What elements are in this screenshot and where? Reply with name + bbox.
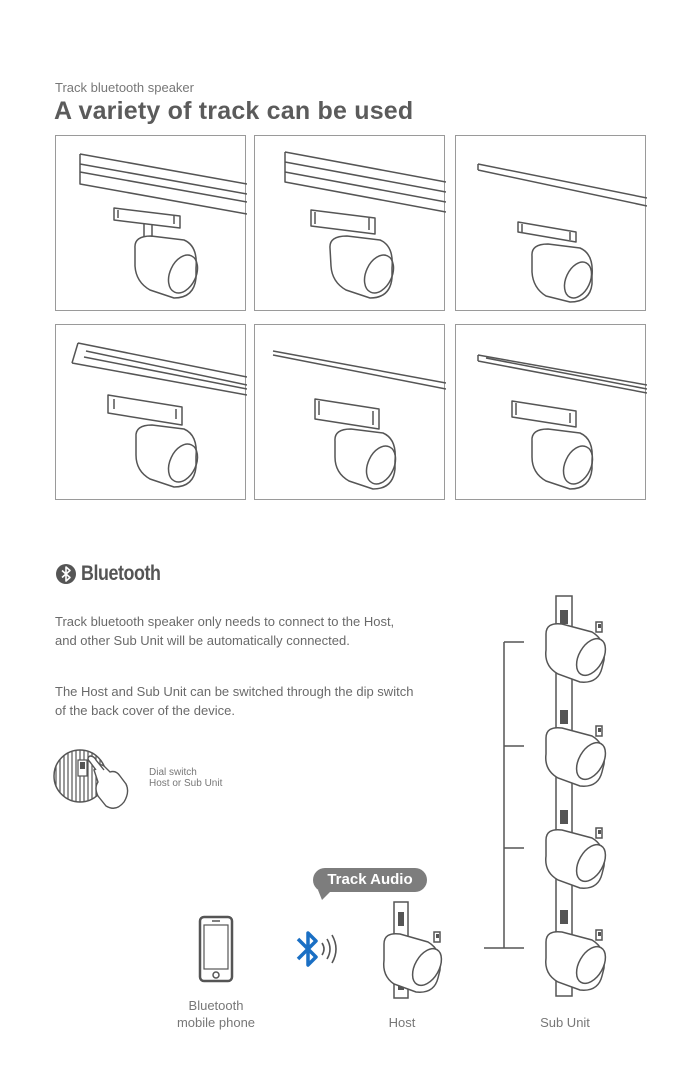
- track-panel-4: [55, 324, 246, 500]
- bluetooth-logo-icon: [55, 563, 77, 585]
- track-illustration-1-icon: [56, 136, 247, 312]
- host-speaker-icon: [378, 898, 458, 1002]
- dial-switch-label: [149, 767, 222, 789]
- track-illustration-3-icon: [456, 136, 647, 312]
- track-illustration-4-icon: [56, 325, 247, 501]
- phone-label: [160, 997, 272, 1031]
- track-panel-5: [254, 324, 445, 500]
- page-subtitle: Track bluetooth speaker: [55, 80, 194, 95]
- track-illustration-6-icon: [456, 325, 647, 501]
- track-audio-badge: Track Audio: [313, 868, 427, 892]
- dial-switch-line-1: Dial switch: [149, 767, 197, 778]
- sub-unit-label: Sub Unit: [540, 1015, 590, 1030]
- dial-switch-hand-icon: [50, 740, 140, 816]
- mobile-phone-icon: [198, 915, 234, 983]
- badge-pointer-icon: [318, 890, 332, 900]
- bluetooth-brand: [55, 562, 174, 586]
- sub-unit-rail-diagram-icon: [470, 590, 630, 1000]
- track-panel-3: [455, 135, 646, 311]
- bluetooth-brand-text: Bluetooth: [81, 562, 161, 585]
- bluetooth-signal-icon: [292, 925, 344, 975]
- track-illustration-5-icon: [255, 325, 446, 501]
- dial-switch-line-2: Host or Sub Unit: [149, 778, 223, 789]
- page-title: A variety of track can be used: [54, 97, 414, 125]
- description-paragraph-1: Track bluetooth speaker only needs to connect to the Host, and other Sub Unit will be automatically connected.: [55, 614, 395, 648]
- track-panel-1: [55, 135, 246, 311]
- phone-label-line-1: Bluetooth: [188, 998, 244, 1013]
- phone-label-line-2: mobile phone: [176, 1015, 256, 1030]
- description-paragraph-2: The Host and Sub Unit can be switched through the dip switch of the back cover of the device.: [55, 684, 414, 718]
- host-label: Host: [388, 1015, 416, 1030]
- track-panel-6: [455, 324, 646, 500]
- track-panel-2: [254, 135, 445, 311]
- track-illustration-2-icon: [255, 136, 446, 312]
